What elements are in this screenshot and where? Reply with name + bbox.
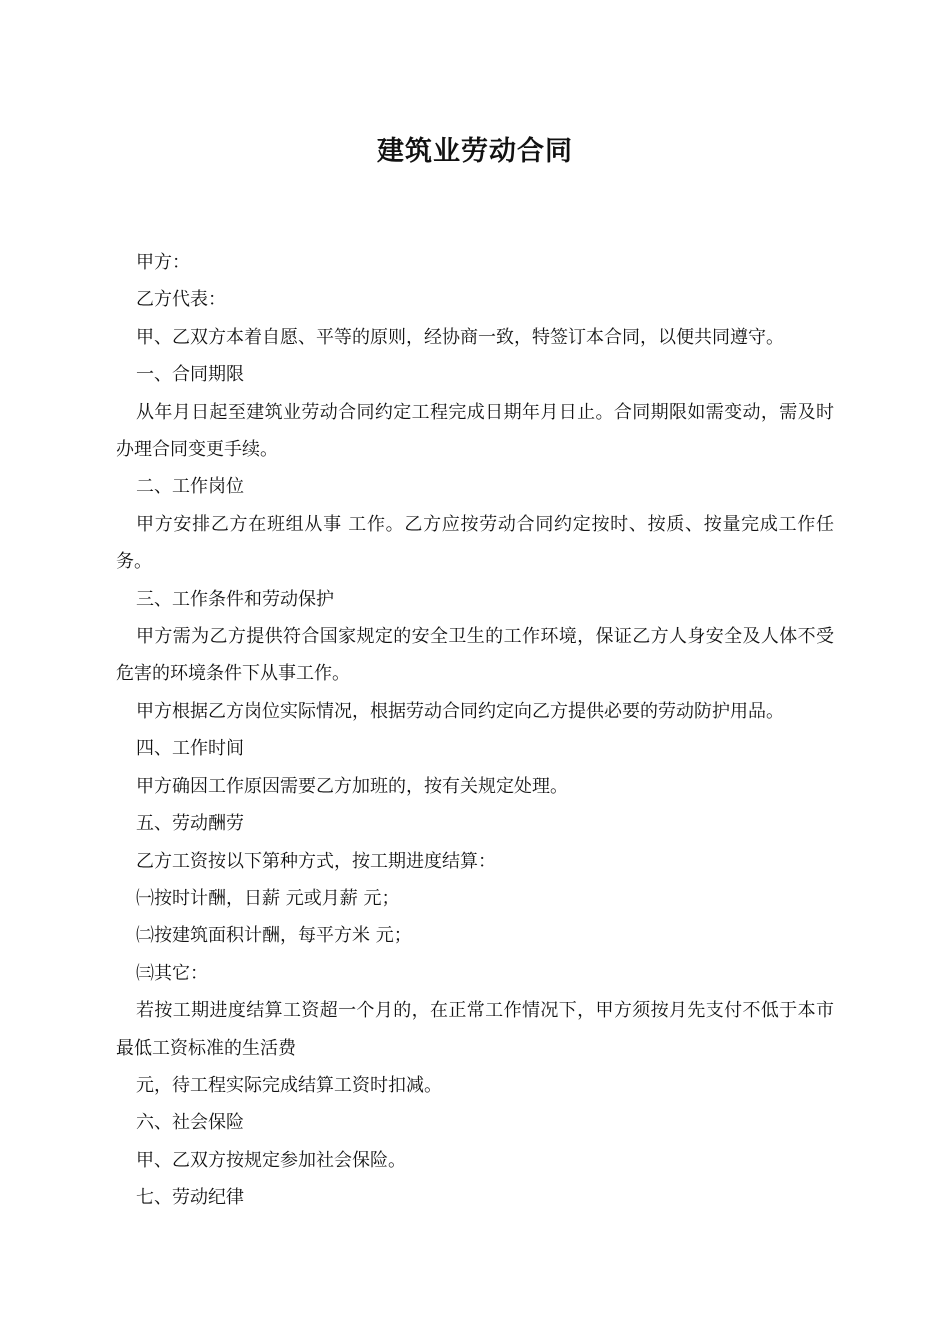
section-heading-pay: 五、劳动酬劳 [136, 813, 244, 835]
document-body [116, 244, 834, 1217]
hours-paragraph: 甲方确因工作原因需要乙方加班的，按有关规定处理。 [136, 775, 568, 797]
section-heading-position: 二、工作岗位 [136, 476, 244, 498]
party-b-line: 乙方代表： [136, 289, 226, 311]
section-heading-insurance: 六、社会保险 [136, 1112, 244, 1134]
section-heading-term: 一、合同期限 [136, 364, 244, 386]
term-paragraph: 从年月日起至建筑业劳动合同约定工程完成日期年月日止。合同期限如需变动，需及时办理合同变更手续。 [116, 401, 834, 461]
section-heading-conditions: 三、工作条件和劳动保护 [136, 588, 334, 610]
insurance-paragraph: 甲、乙双方按规定参加社会保险。 [136, 1149, 406, 1171]
pay-paragraph-deduction: 元，待工程实际完成结算工资时扣减。 [136, 1074, 442, 1096]
pay-paragraph-advance: 若按工期进度结算工资超一个月的，在正常工作情况下，甲方须按月先支付不低于本市最低工资标准的生活费 [116, 1000, 834, 1059]
pay-option-3: ㈢其它： [136, 962, 208, 984]
pay-paragraph-intro: 乙方工资按以下第种方式，按工期进度结算： [136, 850, 496, 872]
conditions-paragraph-2: 甲方根据乙方岗位实际情况，根据劳动合同约定向乙方提供必要的劳动防护用品。 [136, 700, 784, 722]
preamble-paragraph: 甲、乙双方本着自愿、平等的原则，经协商一致，特签订本合同，以便共同遵守。 [136, 326, 784, 348]
pay-option-2: ㈡按建筑面积计酬，每平方米 元； [136, 925, 412, 947]
section-heading-discipline: 七、劳动纪律 [136, 1187, 244, 1209]
document-title: 建筑业劳动合同 [377, 136, 573, 167]
section-heading-hours: 四、工作时间 [136, 738, 244, 760]
pay-option-1: ㈠按时计酬，日薪 元或月薪 元； [136, 887, 400, 909]
conditions-paragraph-1: 甲方需为乙方提供符合国家规定的安全卫生的工作环境，保证乙方人身安全及人体不受危害的环境条件下从事工作。 [116, 626, 834, 685]
position-paragraph: 甲方安排乙方在班组从事 工作。乙方应按劳动合同约定按时、按质、按量完成工作任务。 [116, 513, 834, 573]
party-a-line: 甲方： [136, 252, 190, 273]
